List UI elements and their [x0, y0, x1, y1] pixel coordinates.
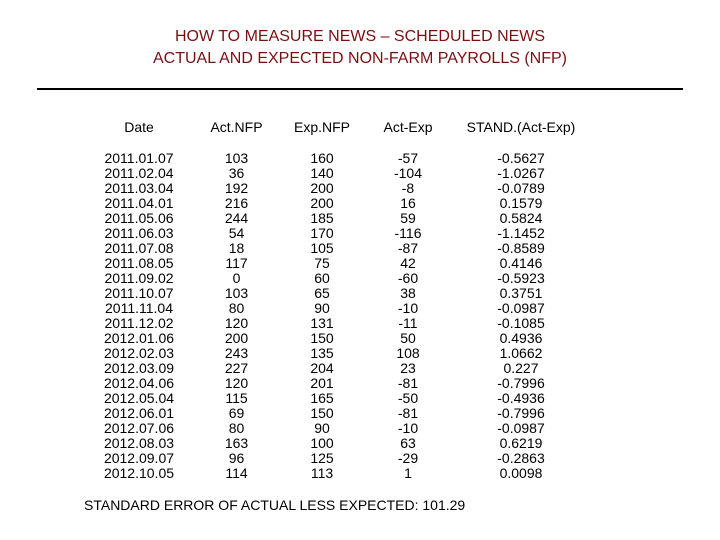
cell-actual-nfp: 103 — [224, 150, 249, 166]
table-row — [84, 421, 591, 436]
table-row — [84, 181, 591, 196]
table-row — [84, 241, 591, 256]
table-row — [84, 451, 591, 466]
cell-standardized-difference: 0.227 — [503, 360, 539, 376]
table-header-row — [84, 120, 591, 140]
table-row — [84, 151, 591, 166]
cell-expected-nfp: 90 — [314, 420, 330, 436]
cell-actual-minus-expected: -60 — [397, 270, 419, 286]
cell-expected-nfp: 150 — [310, 330, 334, 346]
cell-date: 2012.04.06 — [103, 375, 175, 391]
cell-expected-nfp: 201 — [310, 375, 334, 391]
header-standardized-difference: STAND.(Act-Exp) — [466, 119, 576, 135]
cell-actual-minus-expected: -10 — [397, 420, 419, 436]
cell-date: 2012.07.06 — [103, 420, 175, 436]
cell-actual-nfp: 227 — [224, 360, 249, 376]
cell-standardized-difference: -1.1452 — [497, 225, 545, 241]
cell-actual-nfp: 96 — [228, 450, 245, 466]
cell-actual-minus-expected: -116 — [394, 225, 422, 241]
cell-actual-nfp: 103 — [224, 285, 249, 301]
table-row — [84, 271, 591, 286]
cell-date: 2012.08.03 — [103, 435, 175, 451]
title-divider — [37, 88, 683, 90]
cell-actual-nfp: 120 — [224, 315, 249, 331]
header-date: Date — [124, 119, 154, 135]
header-actual-minus-expected: Act-Exp — [383, 119, 433, 135]
cell-expected-nfp: 65 — [314, 285, 330, 301]
table-row — [84, 196, 591, 211]
cell-standardized-difference: 0.3751 — [499, 285, 543, 301]
cell-date: 2012.03.09 — [103, 360, 175, 376]
cell-actual-nfp: 115 — [225, 390, 248, 406]
cell-expected-nfp: 170 — [310, 225, 334, 241]
cell-date: 2012.05.04 — [103, 390, 175, 406]
cell-date: 2011.01.07 — [104, 150, 174, 166]
cell-expected-nfp: 140 — [310, 165, 334, 181]
table-row — [84, 256, 591, 271]
cell-date: 2011.03.04 — [104, 180, 174, 196]
cell-actual-minus-expected: 1 — [404, 465, 412, 481]
cell-expected-nfp: 165 — [310, 390, 334, 406]
cell-expected-nfp: 125 — [310, 450, 334, 466]
cell-actual-nfp: 243 — [224, 345, 249, 361]
cell-actual-nfp: 36 — [228, 165, 245, 181]
cell-actual-nfp: 80 — [228, 300, 245, 316]
cell-actual-minus-expected: 38 — [400, 285, 416, 301]
title-line-1: HOW TO MEASURE NEWS – SCHEDULED NEWS — [174, 28, 546, 45]
header-expected-nfp: Exp.NFP — [293, 119, 350, 135]
table-row — [84, 466, 591, 481]
cell-actual-nfp: 200 — [224, 330, 249, 346]
table-row — [84, 166, 591, 181]
table-row — [84, 226, 591, 241]
table-row — [84, 346, 591, 361]
cell-standardized-difference: 0.5824 — [499, 210, 543, 226]
cell-actual-nfp: 69 — [228, 405, 245, 421]
table-row — [84, 376, 591, 391]
cell-actual-nfp: 192 — [224, 180, 249, 196]
cell-standardized-difference: -0.7996 — [497, 405, 545, 421]
table-row — [84, 406, 591, 421]
cell-standardized-difference: -0.5923 — [497, 270, 545, 286]
cell-date: 2012.06.01 — [103, 405, 175, 421]
nfp-table — [84, 120, 591, 481]
cell-expected-nfp: 160 — [310, 150, 334, 166]
cell-standardized-difference: 0.4146 — [499, 255, 543, 271]
cell-actual-nfp: 54 — [228, 225, 245, 241]
cell-expected-nfp: 100 — [310, 435, 334, 451]
cell-standardized-difference: 0.0098 — [499, 465, 543, 481]
table-row — [84, 361, 591, 376]
cell-expected-nfp: 131 — [310, 315, 334, 331]
cell-standardized-difference: -0.5627 — [497, 150, 545, 166]
cell-date: 2012.09.07 — [103, 450, 175, 466]
cell-expected-nfp: 135 — [310, 345, 334, 361]
cell-expected-nfp: 204 — [310, 360, 334, 376]
cell-standardized-difference: -0.4936 — [497, 390, 545, 406]
cell-standardized-difference: -0.7996 — [497, 375, 545, 391]
cell-actual-minus-expected: -87 — [397, 240, 419, 256]
cell-standardized-difference: -0.1085 — [497, 315, 545, 331]
cell-expected-nfp: 200 — [310, 195, 334, 211]
cell-standardized-difference: 1.0662 — [499, 345, 543, 361]
cell-date: 2012.10.05 — [103, 465, 175, 481]
cell-standardized-difference: -0.0987 — [497, 300, 545, 316]
cell-expected-nfp: 105 — [310, 240, 334, 256]
cell-actual-minus-expected: 42 — [400, 255, 416, 271]
cell-actual-minus-expected: -11 — [398, 315, 418, 331]
table-row — [84, 331, 591, 346]
table-row — [84, 211, 591, 226]
title-line-2: ACTUAL AND EXPECTED NON-FARM PAYROLLS (NFP) — [153, 50, 567, 67]
cell-actual-minus-expected: 108 — [396, 345, 420, 361]
cell-standardized-difference: -0.0789 — [497, 180, 545, 196]
cell-standardized-difference: -0.2863 — [497, 450, 545, 466]
cell-date: 2011.04.01 — [104, 195, 174, 211]
cell-actual-nfp: 244 — [224, 210, 249, 226]
cell-actual-nfp: 120 — [224, 375, 249, 391]
cell-actual-minus-expected: 63 — [400, 435, 416, 451]
cell-date: 2011.11.04 — [105, 300, 173, 316]
cell-expected-nfp: 185 — [310, 210, 334, 226]
cell-expected-nfp: 200 — [310, 180, 334, 196]
cell-actual-minus-expected: -29 — [397, 450, 419, 466]
cell-standardized-difference: 0.1579 — [499, 195, 543, 211]
table-row — [84, 301, 591, 316]
cell-expected-nfp: 150 — [310, 405, 334, 421]
cell-date: 2011.10.07 — [104, 285, 174, 301]
cell-actual-nfp: 80 — [228, 420, 245, 436]
cell-expected-nfp: 90 — [314, 300, 330, 316]
cell-standardized-difference: -1.0267 — [497, 165, 545, 181]
cell-actual-minus-expected: -81 — [397, 405, 419, 421]
table-row — [84, 391, 591, 406]
cell-actual-nfp: 216 — [224, 195, 249, 211]
cell-actual-minus-expected: 59 — [400, 210, 416, 226]
cell-actual-nfp: 0 — [232, 270, 241, 286]
cell-date: 2011.07.08 — [104, 240, 174, 256]
cell-actual-nfp: 114 — [225, 465, 248, 481]
table-body — [84, 151, 591, 481]
cell-date: 2012.01.06 — [103, 330, 175, 346]
table-row — [84, 286, 591, 301]
cell-standardized-difference: 0.4936 — [499, 330, 543, 346]
cell-actual-minus-expected: 23 — [400, 360, 416, 376]
cell-actual-minus-expected: -104 — [393, 165, 423, 181]
cell-expected-nfp: 75 — [314, 255, 330, 271]
cell-actual-minus-expected: -57 — [397, 150, 419, 166]
cell-expected-nfp: 60 — [314, 270, 330, 286]
cell-actual-minus-expected: 50 — [400, 330, 416, 346]
cell-standardized-difference: -0.0987 — [497, 420, 545, 436]
cell-actual-nfp: 117 — [225, 255, 248, 271]
cell-actual-nfp: 163 — [224, 435, 249, 451]
table-row — [84, 316, 591, 331]
header-actual-nfp: Act.NFP — [210, 119, 263, 135]
cell-standardized-difference: 0.6219 — [499, 435, 543, 451]
cell-actual-minus-expected: -10 — [397, 300, 419, 316]
table-row — [84, 436, 591, 451]
cell-actual-minus-expected: -81 — [397, 375, 419, 391]
standard-error-note: STANDARD ERROR OF ACTUAL LESS EXPECTED: 101.29 — [84, 497, 466, 513]
cell-date: 2011.02.04 — [104, 165, 174, 181]
cell-date: 2011.12.02 — [104, 315, 174, 331]
cell-date: 2011.05.06 — [104, 210, 174, 226]
cell-actual-nfp: 18 — [228, 240, 245, 256]
cell-actual-minus-expected: -8 — [401, 180, 415, 196]
cell-standardized-difference: -0.8589 — [497, 240, 545, 256]
cell-date: 2011.09.02 — [104, 270, 174, 286]
cell-actual-minus-expected: 16 — [400, 195, 416, 211]
cell-date: 2011.08.05 — [104, 255, 174, 271]
cell-date: 2011.06.03 — [104, 225, 174, 241]
cell-actual-minus-expected: -50 — [397, 390, 419, 406]
cell-expected-nfp: 113 — [310, 465, 334, 481]
slide-title — [0, 26, 720, 70]
cell-date: 2012.02.03 — [103, 345, 175, 361]
